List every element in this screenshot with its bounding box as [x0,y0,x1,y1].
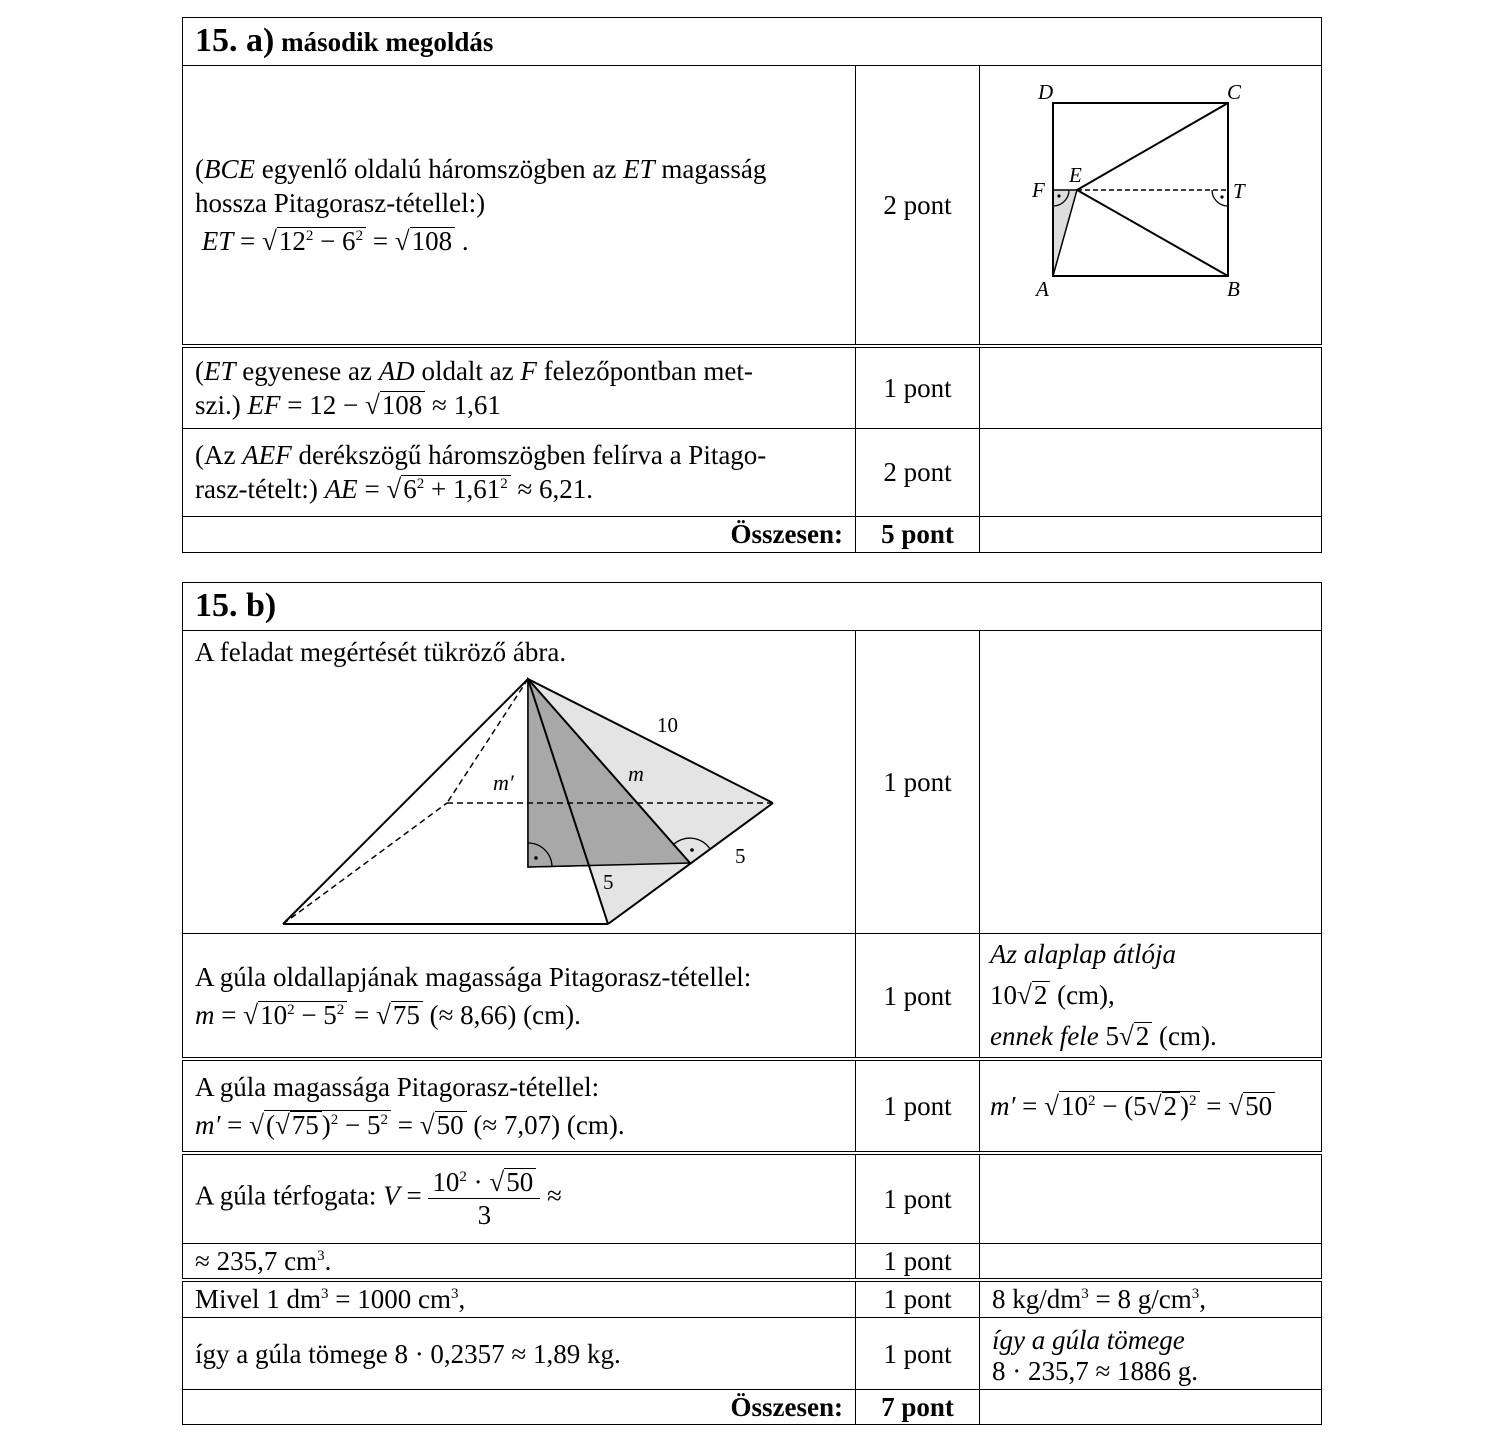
part-b-row1-points: 1 pont [856,631,980,934]
part-a-row2-text: (ET egyenese az AD oldalt az F felezőpontban met- szi.) EF = 12 − √108 ≈ 1,61 [183,346,856,428]
edge-left [283,679,528,924]
op: = [347,999,377,1030]
part-a-total-note [980,516,1322,552]
text: egyenlő oldalú háromszögben az [255,154,624,184]
part-a-table [182,17,1322,553]
note: Az alaplap átlója [990,939,1177,969]
text: (≈ 8,66) (cm). [422,999,581,1030]
op: = [220,1110,250,1140]
label-m: m [628,761,644,786]
op: = 12 − [280,389,365,420]
part-b-row2-note: Az alaplap átlója 10√2 (cm), ennek fele 5√2 (cm). [980,934,1322,1060]
var: m′ [990,1091,1016,1121]
right-angle-t [1212,190,1228,206]
part-b-row3-points: 1 pont [856,1059,980,1153]
part-b-row4-note [980,1153,1322,1243]
text: A gúla oldallapjának magassága Pitagorasz-tétellel: [195,961,752,992]
part-b-row6-note: 8 $kg/dm^3 = 8$ $g/cm^3$, [980,1280,1322,1318]
text: . [455,226,469,256]
text: A gúla térfogata: [195,1180,384,1211]
part-a-total-points: 5 pont [856,516,980,552]
label-t: T [1233,179,1245,203]
text: rasz-tételt:) [195,474,325,504]
right-angle-f-dot [1057,194,1060,197]
text: ≈ 1,61 [425,389,501,420]
pyramid-figure [195,669,845,925]
label-e: E [1069,163,1082,187]
part-b-row7-text: így a gúla tömege 8 · 0,2357 ≈ 1,89 kg. [183,1318,856,1390]
part-b-row5-note [980,1243,1322,1280]
label-b: B [1227,277,1240,301]
op: = [214,999,244,1030]
part-b-total-label: Összesen: [183,1390,856,1425]
text: A gúla magassága Pitagorasz-tétellel: [195,1072,600,1102]
label-half-5-a: 5 [603,870,614,894]
part-b-row7-points: 1 pont [856,1318,980,1390]
var: ET [204,355,236,386]
label-half-5-b: 5 [735,844,746,868]
hidden-edge-back [447,679,528,803]
part-b-total-note [980,1390,1322,1425]
part-b-row2-points: 1 pont [856,934,980,1060]
note: 8 · 235,7 ≈ 1886 g. [992,1355,1199,1386]
part-b-row3-note: $m' = √10^2 - (5√2$ )$^2$ = √50 [980,1059,1322,1153]
text: hossza Pitagorasz-tétellel:) [195,188,486,218]
part-a-row2-points: 1 pont [856,346,980,428]
radicand: 50 [435,1111,467,1138]
text: ( [195,154,204,184]
text: felezőpontban met- [536,355,753,386]
radicand: $12^2 - 6^2$ [277,227,366,254]
part-b-row2-text: A gúla oldallapjának magassága Pitagorasz-tétellel: $m = √10^2 - 5^2 = √75$ (≈ 8,66) (cm). [183,934,856,1060]
note: ennek fele [990,1021,1106,1051]
text: magasság [654,154,767,184]
radicand: $10^2 - 5^2$ [258,1001,347,1028]
text: A feladat megértését tükröző ábra. [195,637,567,667]
var: m′ [195,1110,221,1140]
part-b-table [182,582,1322,1425]
text: szi.) [195,389,248,420]
part-b-row7-note [980,1318,1322,1390]
text: ( [195,355,204,386]
label-f: F [1032,178,1045,202]
part-a-header [183,18,1322,66]
square-figure [980,66,1318,336]
op: = [357,474,387,504]
radicand: 108 [380,391,426,418]
text: oldalt az [414,355,521,386]
var-et: ET [623,154,655,184]
op: = [391,1110,420,1140]
var: F [520,355,537,386]
var: EF [247,389,281,420]
radicand: 75 [391,1001,423,1028]
part-b-row1-note [980,631,1322,934]
part-b-row6-points: 1 pont [856,1280,980,1318]
text: ≈ 6,21. [510,474,594,504]
part-a-row3-text: (Az AEF derékszögű háromszögben felírva a Pitago- rasz-tételt:) AE = $√6^2 + 1,61^2 \approx 6,21$. [183,428,856,516]
radicand: (√75 )$^2 - 5^2$ [264,1110,391,1138]
label-d: D [1038,80,1054,104]
part-b-row5-points: 1 pont [856,1243,980,1280]
part-b-total-points: 7 pont [856,1390,980,1425]
part-a-subtitle: második megoldás [281,27,494,57]
var: AEF [242,440,292,470]
op: = [233,226,262,256]
part-b-row3-text: A gúla magassága Pitagorasz-tétellel: m′ = √(√75 )$^2 - 5^2 = √50$ (≈ 7,07) (cm). [183,1059,856,1153]
square-figure-cell [980,66,1322,347]
label-c: C [1227,80,1242,104]
right-angle-base-dot [534,856,538,860]
radicand: 2 [1134,1022,1153,1049]
part-b-row1-text [183,631,856,934]
formula-et: ET = $√12^2 - 6^2 = √108$ . [201,226,469,256]
part-a-row2-note [980,346,1322,428]
radicand: 50 [1243,1092,1275,1119]
var: V [383,1180,400,1211]
part-b-row5-text: ≈ 235,7 $cm^3$. [183,1243,856,1280]
note: így a gúla tömege [992,1324,1185,1355]
var: AD [378,355,415,386]
label-a: A [1036,277,1049,301]
text: (Az [195,440,243,470]
var: m [195,999,215,1030]
var-bce: BCE [204,154,255,184]
var: ET [201,226,234,256]
volume-fraction: $\frac{10^2 \cdot √50}{3}$ [428,1166,540,1231]
label-mprime: m′ [493,770,514,795]
part-a-total-label: Összesen: [183,516,856,552]
text: derékszögű háromszögben felírva a Pitago- [291,440,767,470]
radicand: $6^2 + 1,61^2$ [401,475,510,502]
text: egyenese az [235,355,379,386]
part-a-row3-note [980,428,1322,516]
label-edge-10: 10 [657,713,678,737]
part-a-title: 15. a) [195,22,275,59]
triangle-aef [1053,190,1077,276]
part-a-row1-points: 2 pont [856,66,980,347]
part-b-header [183,583,1322,631]
text: (≈ 7,07) (cm). [466,1110,625,1140]
part-b-row4-text: A gúla térfogata: V = $\frac{10^2 \cdot √50}{3}$ ≈ [183,1153,856,1243]
part-b-row6-text: Mivel 1 $dm^3 = 1000$ $cm^3$, [183,1280,856,1318]
hidden-base-left [283,803,447,924]
op: = [366,226,395,256]
part-b-title: 15. b) [195,587,277,624]
right-angle-face-dot [690,848,694,852]
var: AE [324,474,358,504]
part-a-row3-points: 2 pont [856,428,980,516]
right-angle-t-dot [1220,195,1223,198]
radicand: 108 [410,227,456,254]
part-b-row4-points: 1 pont [856,1153,980,1243]
radicand: $10^2 - (5√2$ )$^2$ [1059,1091,1200,1119]
radicand: 2 [1032,981,1051,1008]
part-a-row1-text [183,66,856,347]
